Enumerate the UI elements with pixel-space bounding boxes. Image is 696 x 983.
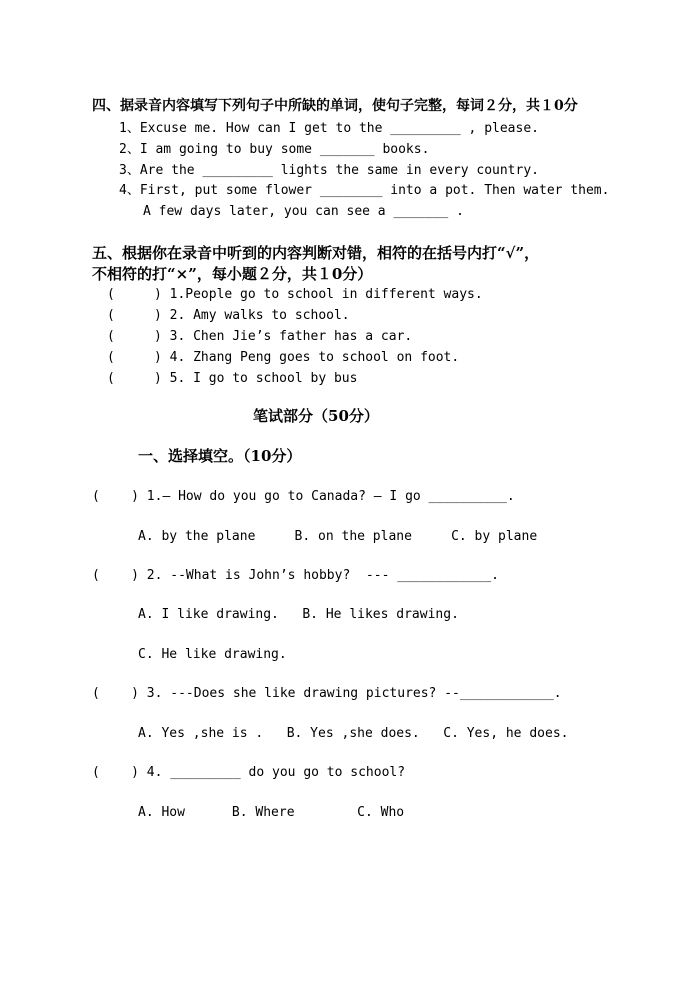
section-4-item-2: 2、I am going to buy some _______ books. [119,142,430,157]
question-2-options-line-1: A. I like drawing. B. He likes drawing. [138,607,459,622]
section-5-item-2: ( ) 2. Amy walks to school. [107,308,350,323]
section-5-title-line-2: 不相符的打“×”，每小题２分，共１0分） [92,265,373,283]
section-5-title-line-1: 五、根据你在录音中听到的内容判断对错，相符的在括号内打“√”， [92,244,540,262]
question-3-options: A. Yes ,she is . B. Yes ,she does. C. Yes, he does. [138,726,569,741]
section-5-item-3: ( ) 3. Chen Jie’s father has a car. [107,329,413,344]
section-4-title: 四、据录音内容填写下列句子中所缺的单词，使句子完整，每词２分，共１0分 [92,98,578,114]
section-4-item-4: 4、First, put some flower ________ into a pot. Then water them. [119,183,610,198]
question-3-stem: ( ) 3. ---Does she like drawing pictures? --____________. [92,686,562,701]
section-5-item-5: ( ) 5. I go to school by bus [107,371,358,386]
question-1-stem: ( ) 1.— How do you go to Canada? — I go __________. [92,489,515,504]
written-part-1-title: 一、选择填空。（10分） [138,447,302,465]
question-4-stem: ( ) 4. _________ do you go to school? [92,765,406,780]
question-1-options: A. by the plane B. on the plane C. by plane [138,529,538,544]
section-5-item-4: ( ) 4. Zhang Peng goes to school on foot. [107,350,460,365]
section-4-item-3: 3、Are the _________ lights the same in every country. [119,163,539,178]
written-part-title: 笔试部分（50分） [253,407,379,425]
question-2-options-line-2: C. He like drawing. [138,647,287,662]
section-4-item-4-continued: A few days later, you can see a _______ . [143,204,464,219]
question-4-options: A. How B. Where C. Who [138,805,405,820]
question-2-stem: ( ) 2. --What is John’s hobby? --- ____________. [92,568,499,583]
section-5-item-1: ( ) 1.People go to school in different ways. [107,287,483,302]
section-4-item-1: 1、Excuse me. How can I get to the _________ , please. [119,121,539,136]
